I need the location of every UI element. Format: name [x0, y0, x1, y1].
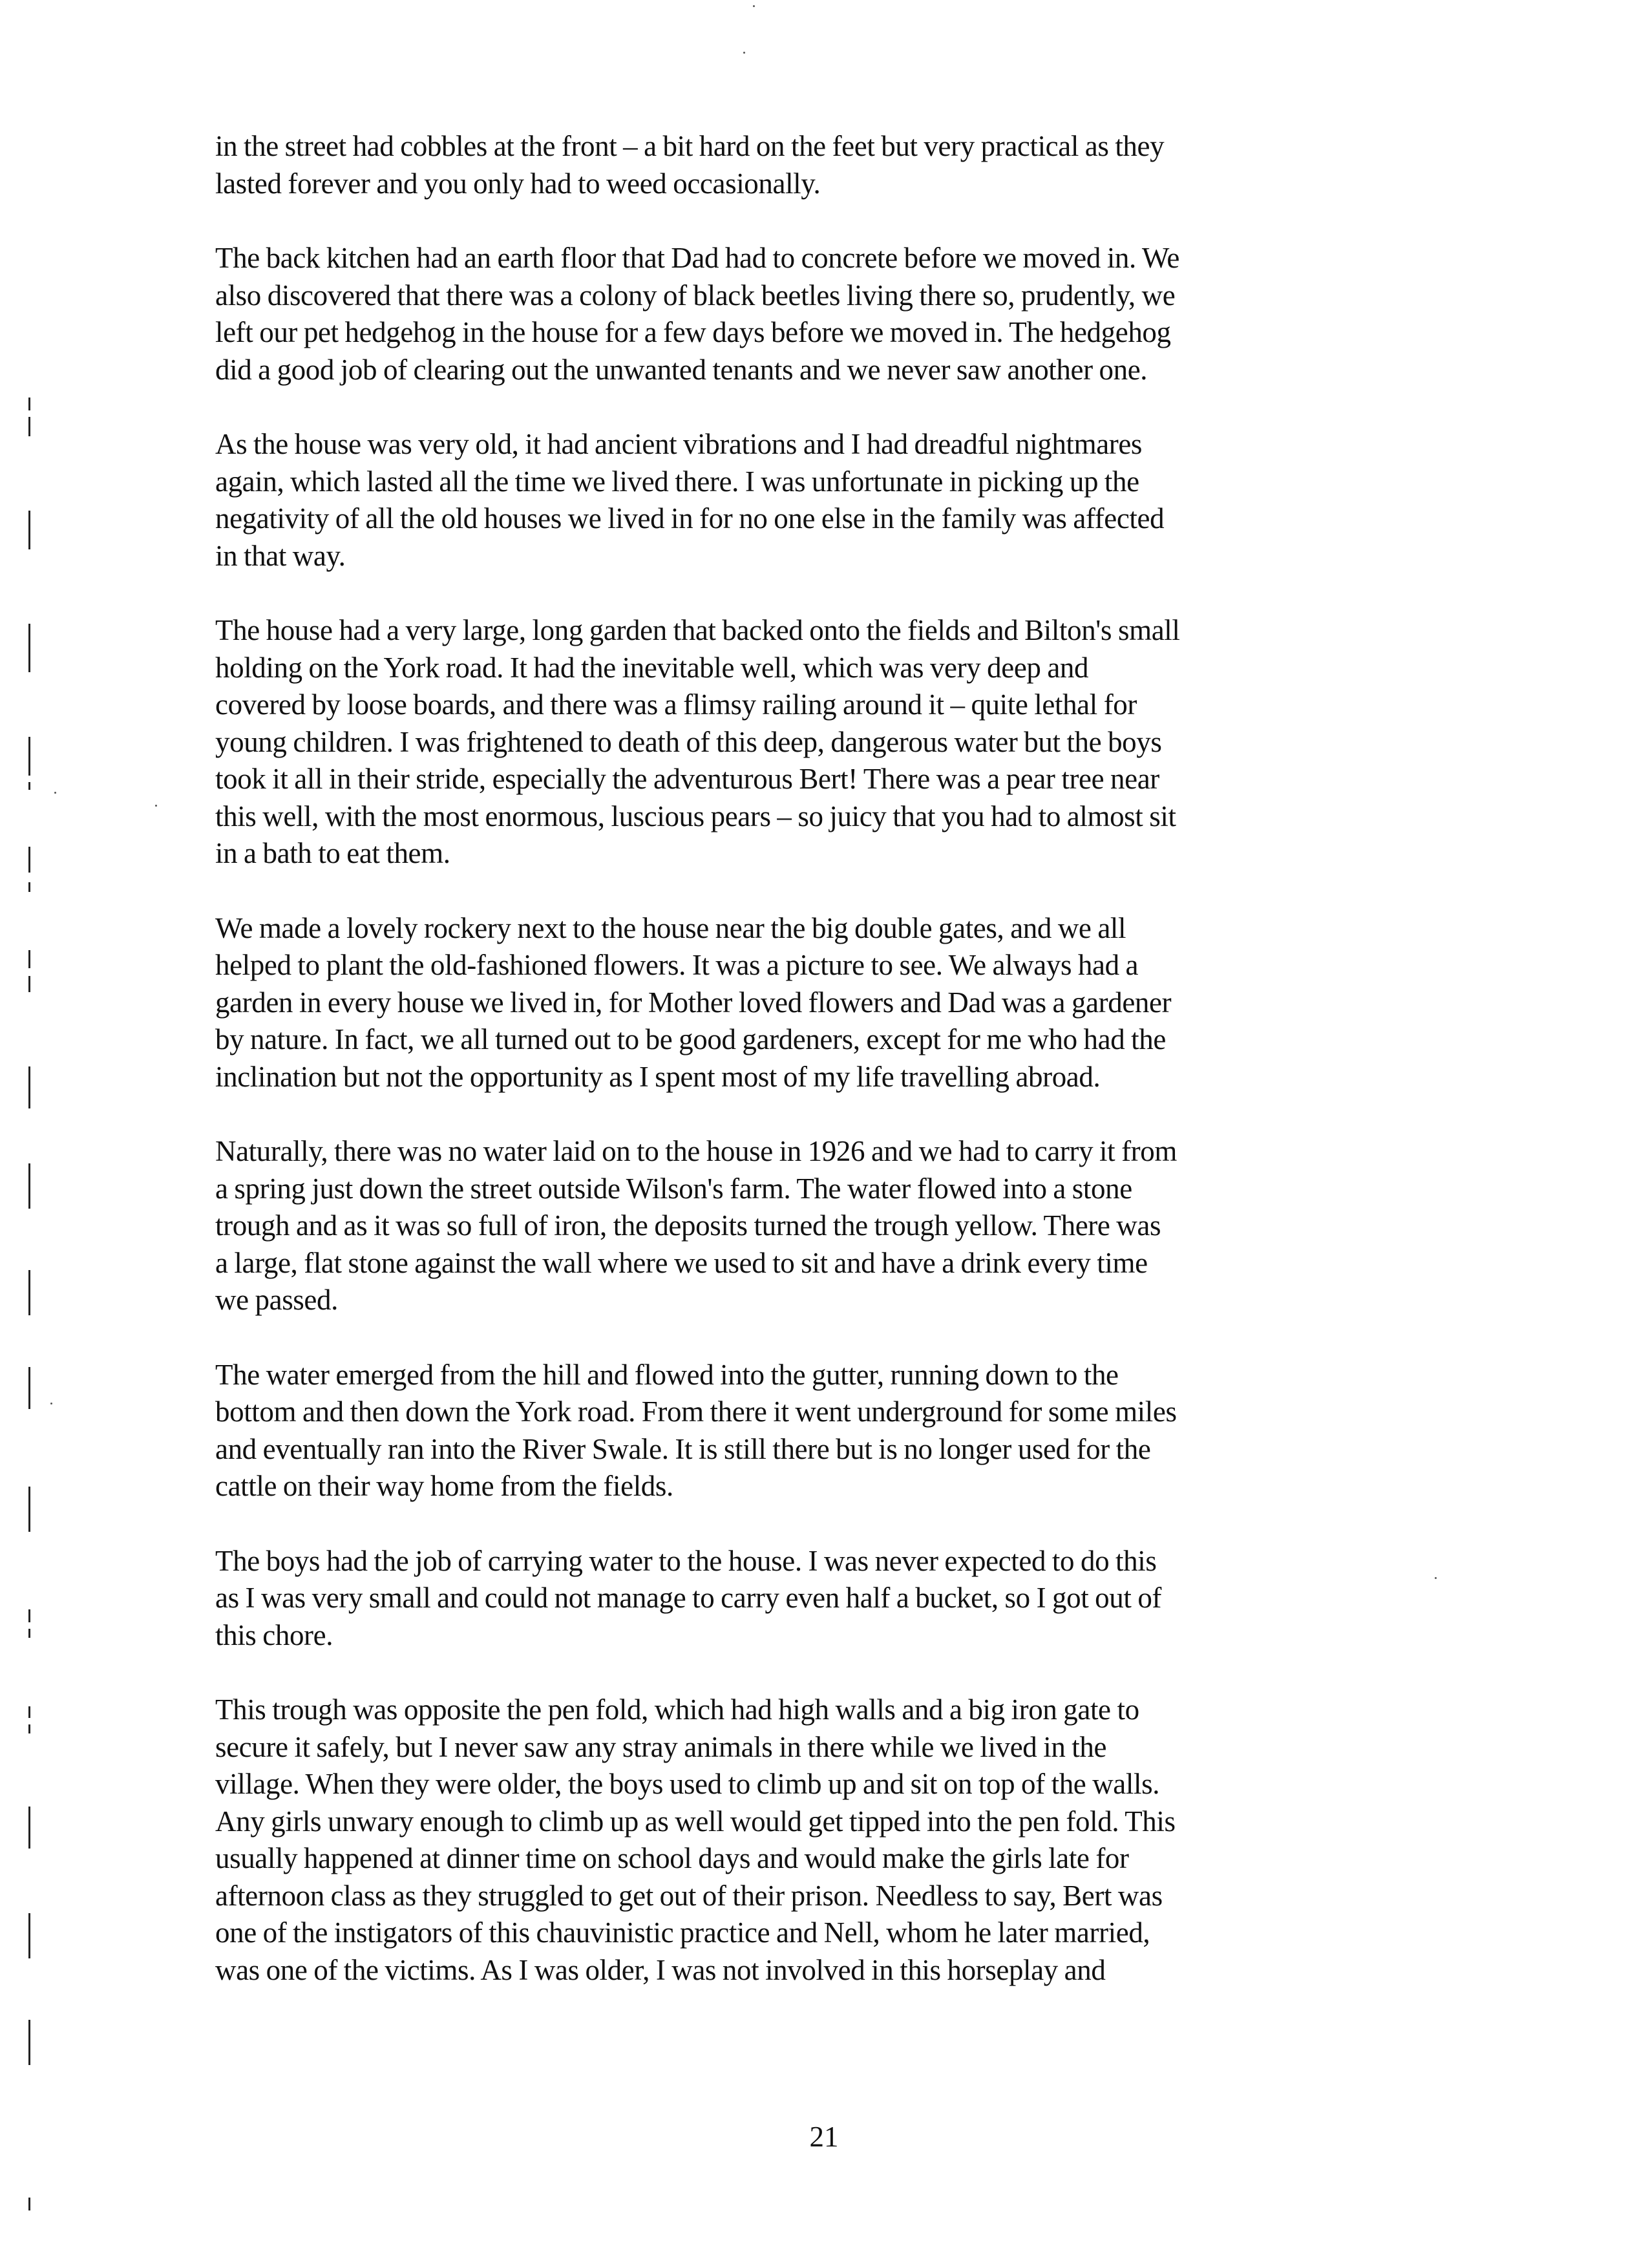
paragraph-garden-well — [215, 612, 1437, 873]
text-line: usually happened at dinner time on school days and would make the girls late for — [215, 1842, 1129, 1874]
scan-mark — [28, 1629, 30, 1638]
scan-mark — [28, 1163, 30, 1209]
scan-mark — [28, 2020, 30, 2065]
text-line: The boys had the job of carrying water to the house. I was never expected to do this — [215, 1544, 1157, 1577]
text-line: afternoon class as they struggled to get out of their prison. Needless to say, Bert was — [215, 1879, 1163, 1912]
text-line: This trough was opposite the pen fold, which had high walls and a big iron gate to — [215, 1693, 1139, 1726]
text-line: also discovered that there was a colony of black beetles living there so, prudently, we — [215, 279, 1176, 312]
scan-speck — [54, 792, 56, 794]
scan-mark — [28, 624, 30, 672]
paragraph-pen-fold — [215, 1691, 1437, 1989]
scan-mark — [28, 1367, 30, 1409]
text-line: left our pet hedgehog in the house for a few days before we moved in. The hedgehog — [215, 316, 1171, 348]
text-line: The water emerged from the hill and flowed into the gutter, running down to the — [215, 1358, 1119, 1391]
scan-mark — [28, 2198, 30, 2210]
text-line: young children. I was frightened to death of this deep, dangerous water but the boys — [215, 725, 1162, 758]
text-line: Naturally, there was no water laid on to the house in 1926 and we had to carry it from — [215, 1135, 1177, 1167]
text-line: village. When they were older, the boys used to climb up and sit on top of the walls. — [215, 1768, 1160, 1800]
text-line: this chore. — [215, 1618, 333, 1651]
text-line: inclination but not the opportunity as I spent most of my life travelling abroad. — [215, 1060, 1101, 1093]
paragraph-spring-water — [215, 1133, 1437, 1319]
text-line: bottom and then down the York road. From there it went underground for some miles — [215, 1395, 1177, 1428]
scan-speck — [753, 5, 755, 7]
scan-mark — [28, 882, 30, 892]
paragraph-rockery — [215, 910, 1437, 1096]
scan-mark — [28, 1270, 30, 1315]
text-line: a spring just down the street outside Wilson's farm. The water flowed into a stone — [215, 1172, 1132, 1205]
text-line: one of the instigators of this chauvinistic practice and Nell, whom he later married, — [215, 1916, 1150, 1949]
text-line: negativity of all the old houses we lived in for no one else in the family was affected — [215, 502, 1165, 535]
text-line: in a bath to eat them. — [215, 837, 450, 869]
text-line: covered by loose boards, and there was a flimsy railing around it – quite lethal for — [215, 688, 1137, 721]
text-line: took it all in their stride, especially the adventurous Bert! There was a pear tree near — [215, 763, 1159, 795]
text-line: was one of the victims. As I was older, I was not involved in this horseplay and — [215, 1953, 1106, 1986]
text-line: again, which lasted all the time we lived there. I was unfortunate in picking up the — [215, 465, 1139, 498]
text-line: trough and as it was so full of iron, the deposits turned the trough yellow. There was — [215, 1209, 1161, 1242]
text-line: and eventually ran into the River Swale. It is still there but is no longer used for the — [215, 1432, 1151, 1465]
text-line: helped to plant the old-fashioned flowers. It was a picture to see. We always had a — [215, 949, 1139, 981]
text-line: We made a lovely rockery next to the house near the big double gates, and we all — [215, 911, 1126, 944]
scan-mark — [28, 1706, 30, 1718]
text-line: a large, flat stone against the wall where we used to sit and have a drink every time — [215, 1246, 1148, 1279]
text-line: holding on the York road. It had the inevitable well, which was very deep and — [215, 651, 1089, 684]
text-line: we passed. — [215, 1284, 338, 1316]
text-line: As the house was very old, it had ancient vibrations and I had dreadful nightmares — [215, 428, 1143, 460]
text-line: cattle on their way home from the fields. — [215, 1470, 673, 1502]
scan-mark — [28, 1609, 30, 1622]
scan-speck — [155, 805, 157, 807]
text-line: lasted forever and you only had to weed occasionally. — [215, 167, 821, 200]
text-line: this well, with the most enormous, luscious pears – so juicy that you had to almost sit — [215, 800, 1176, 832]
text-line: Any girls unwary enough to climb up as well would get tipped into the pen fold. This — [215, 1805, 1176, 1838]
scan-mark — [28, 737, 30, 776]
text-line: in the street had cobbles at the front – a bit hard on the feet but very practical as they — [215, 130, 1165, 162]
text-line: did a good job of clearing out the unwanted tenants and we never saw another one. — [215, 353, 1148, 386]
scan-speck — [743, 52, 745, 54]
scan-mark — [28, 417, 30, 436]
text-line: The back kitchen had an earth floor that Dad had to concrete before we moved in. We — [215, 242, 1179, 274]
text-line: The house had a very large, long garden that backed onto the fields and Bilton's small — [215, 614, 1180, 646]
text-line: garden in every house we lived in, for Mother loved flowers and Dad was a gardener — [215, 986, 1172, 1019]
scan-speck — [50, 1403, 52, 1404]
paragraph-nightmares — [215, 426, 1437, 575]
scan-mark — [28, 1066, 30, 1108]
text-line: secure it safely, but I never saw any stray animals in there while we lived in the — [215, 1730, 1107, 1763]
scan-mark — [28, 1807, 30, 1849]
scan-mark — [28, 1487, 30, 1532]
paragraph-back-kitchen — [215, 240, 1437, 388]
scan-mark — [28, 782, 30, 790]
scan-mark — [28, 397, 30, 410]
page-number: 21 — [809, 2121, 839, 2153]
scan-mark — [28, 1913, 30, 1958]
text-column — [215, 128, 1437, 2026]
paragraph-carrying-water — [215, 1543, 1437, 1655]
paragraph-river-swale — [215, 1357, 1437, 1505]
scan-mark — [28, 847, 30, 873]
paragraph-cobbles — [215, 128, 1437, 202]
scan-mark — [28, 1724, 30, 1733]
scan-speck — [1435, 1577, 1437, 1579]
scan-mark — [28, 511, 30, 549]
text-line: in that way. — [215, 539, 346, 572]
text-line: by nature. In fact, we all turned out to be good gardeners, except for me who had the — [215, 1023, 1166, 1055]
scan-mark — [28, 950, 30, 968]
scan-mark — [28, 976, 30, 992]
text-line: as I was very small and could not manage to carry even half a bucket, so I got out of — [215, 1582, 1162, 1614]
